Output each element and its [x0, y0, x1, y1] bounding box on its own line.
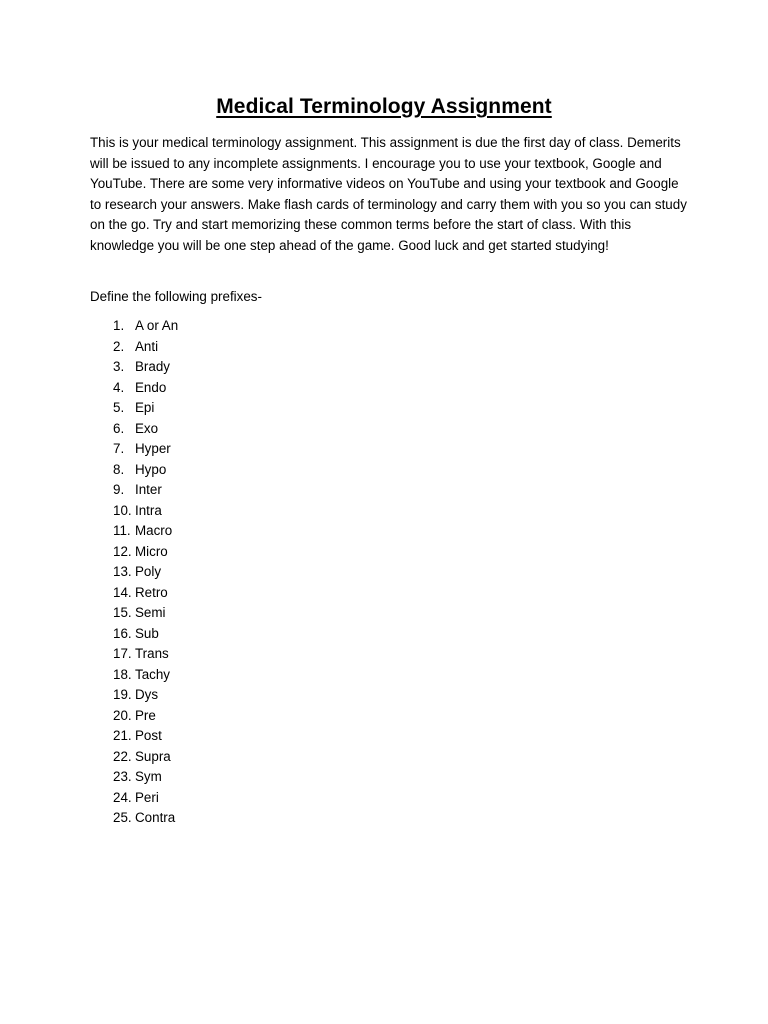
list-item-number: 9.	[113, 482, 125, 497]
list-item-number: 8.	[113, 461, 125, 477]
list-item-prefix: Dys	[135, 687, 159, 702]
list-item-number: 15.	[113, 605, 132, 620]
page-title: Medical Terminology Assignment	[216, 95, 552, 118]
list-item-number: 12.	[113, 543, 132, 559]
list-item-prefix: Exo	[135, 420, 159, 436]
intro-paragraph: This is your medical terminology assignment. This assignment is due the first day of class. Demerits will be issued to any incomplete assignments. I encourage you to use your textbook, Google and YouTube. There are some very informative videos on YouTube and using your textbook and Google to research your answers. Make flash cards of terminology and carry them with you so you can study on the go. Try and start memorizing these common terms before the start of class. With this knowledge you will be one step ahead of the game. Good luck and get started studying!	[90, 135, 687, 253]
list-item-prefix: Hypo	[135, 461, 167, 477]
list-item-prefix: Sym	[135, 769, 162, 784]
list-item-prefix: Poly	[135, 564, 162, 579]
list-item-prefix: Hyper	[135, 441, 171, 456]
list-item-number: 4.	[113, 379, 125, 395]
list-item-prefix: Post	[135, 728, 162, 743]
list-item-number: 7.	[113, 441, 125, 456]
list-item-prefix: Sub	[135, 625, 159, 641]
list-item-number: 25.	[113, 810, 132, 825]
list-item-prefix: Supra	[135, 748, 171, 764]
list-item-number: 16.	[113, 625, 132, 641]
list-item-prefix: Contra	[135, 810, 176, 825]
list-item-prefix: Brady	[135, 359, 170, 374]
list-item-prefix: Retro	[135, 584, 168, 600]
list-item-number: 3.	[113, 359, 125, 374]
list-item-prefix: Pre	[135, 707, 156, 723]
list-item-number: 14.	[113, 584, 132, 600]
list-item-number: 24.	[113, 789, 132, 805]
list-item-number: 22.	[113, 748, 132, 764]
list-item-number: 1.	[113, 318, 125, 333]
list-item-prefix: Macro	[135, 523, 173, 538]
list-item-number: 13.	[113, 564, 132, 579]
list-item-number: 2.	[113, 338, 125, 354]
list-item-prefix: Tachy	[135, 666, 170, 682]
list-item-prefix: Anti	[135, 338, 159, 354]
list-item-number: 21.	[113, 728, 132, 743]
list-item-number: 11.	[113, 523, 131, 538]
list-item-number: 23.	[113, 769, 132, 784]
list-item-number: 10.	[113, 502, 132, 518]
list-item-number: 18.	[113, 666, 132, 682]
list-item-prefix: Endo	[135, 379, 167, 395]
list-item-number: 19.	[113, 687, 132, 702]
list-item-prefix: Semi	[135, 605, 166, 620]
list-item-prefix: Peri	[135, 789, 159, 805]
list-item-prefix: Trans	[135, 646, 169, 661]
list-item-prefix: Inter	[135, 482, 162, 497]
list-item-prefix: Micro	[135, 543, 168, 559]
list-item-number: 17.	[113, 646, 132, 661]
list-item-prefix: Intra	[135, 502, 162, 518]
list-item-prefix: A or An	[135, 318, 179, 333]
list-item-prefix: Epi	[135, 400, 155, 415]
list-item-number: 5.	[113, 400, 125, 415]
list-item-number: 6.	[113, 420, 125, 436]
instruction-text: Define the following prefixes-	[90, 289, 262, 304]
list-item-number: 20.	[113, 707, 132, 723]
